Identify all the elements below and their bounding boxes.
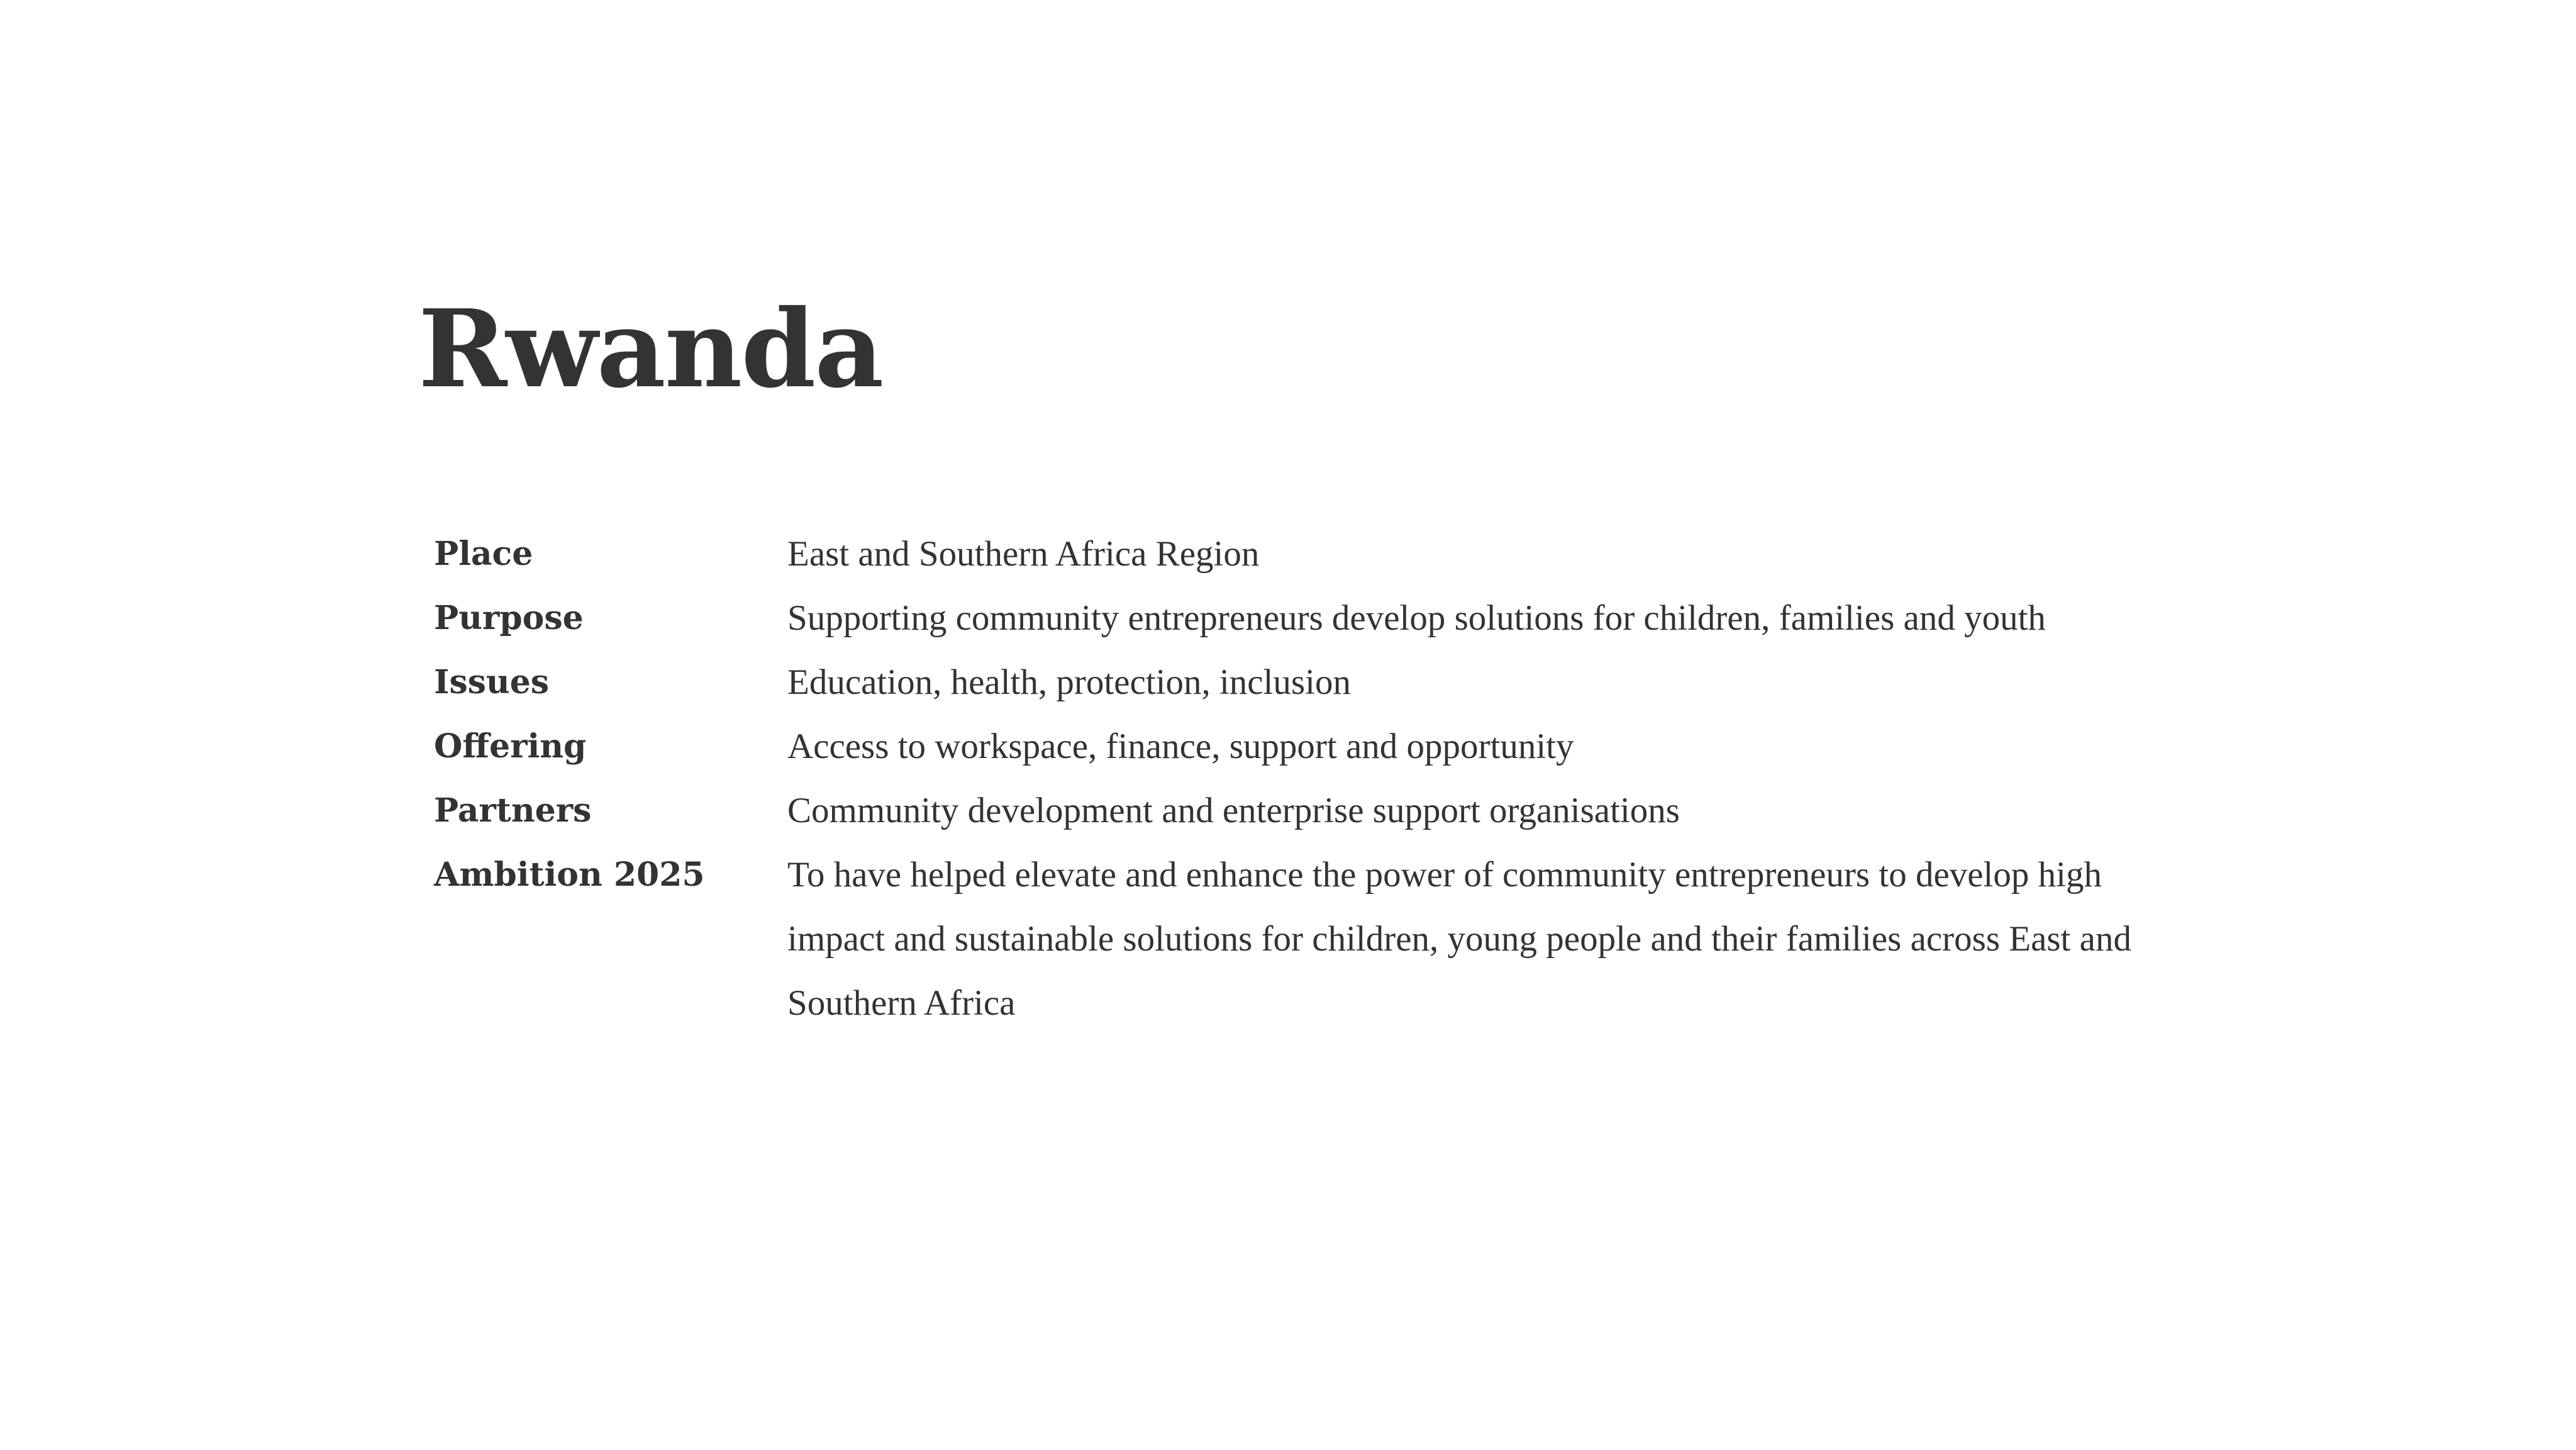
row-value-purpose: Supporting community entrepreneurs develop solutions for children, families and youth [787, 598, 2046, 638]
row-label-ambition: Ambition 2025 [434, 856, 705, 894]
row-label-partners: Partners [434, 791, 592, 830]
row-value-partners: Community development and enterprise support organisations [787, 791, 1680, 830]
info-table [434, 522, 2195, 1035]
row-label-issues: Issues [434, 663, 550, 701]
row-value-issues: Education, health, protection, inclusion [787, 662, 1351, 702]
row-label-offering: Offering [434, 727, 587, 766]
info-row-ambition [434, 843, 2195, 1035]
info-row-partners [434, 779, 2195, 843]
row-value-place: East and Southern Africa Region [787, 534, 1260, 574]
info-row-purpose [434, 586, 2195, 650]
row-value-ambition: To have helped elevate and enhance the power of community entrepreneurs to develop high impact and sustainable solutions for children, young people and their families across East and Southern Africa [787, 855, 2131, 1023]
info-row-offering [434, 715, 2195, 779]
row-label-purpose: Purpose [434, 599, 584, 637]
info-row-place [434, 522, 2195, 586]
page-title: Rwanda [418, 286, 883, 412]
row-value-offering: Access to workspace, finance, support and opportunity [787, 727, 1574, 766]
info-row-issues [434, 650, 2195, 715]
row-label-place: Place [434, 535, 533, 573]
